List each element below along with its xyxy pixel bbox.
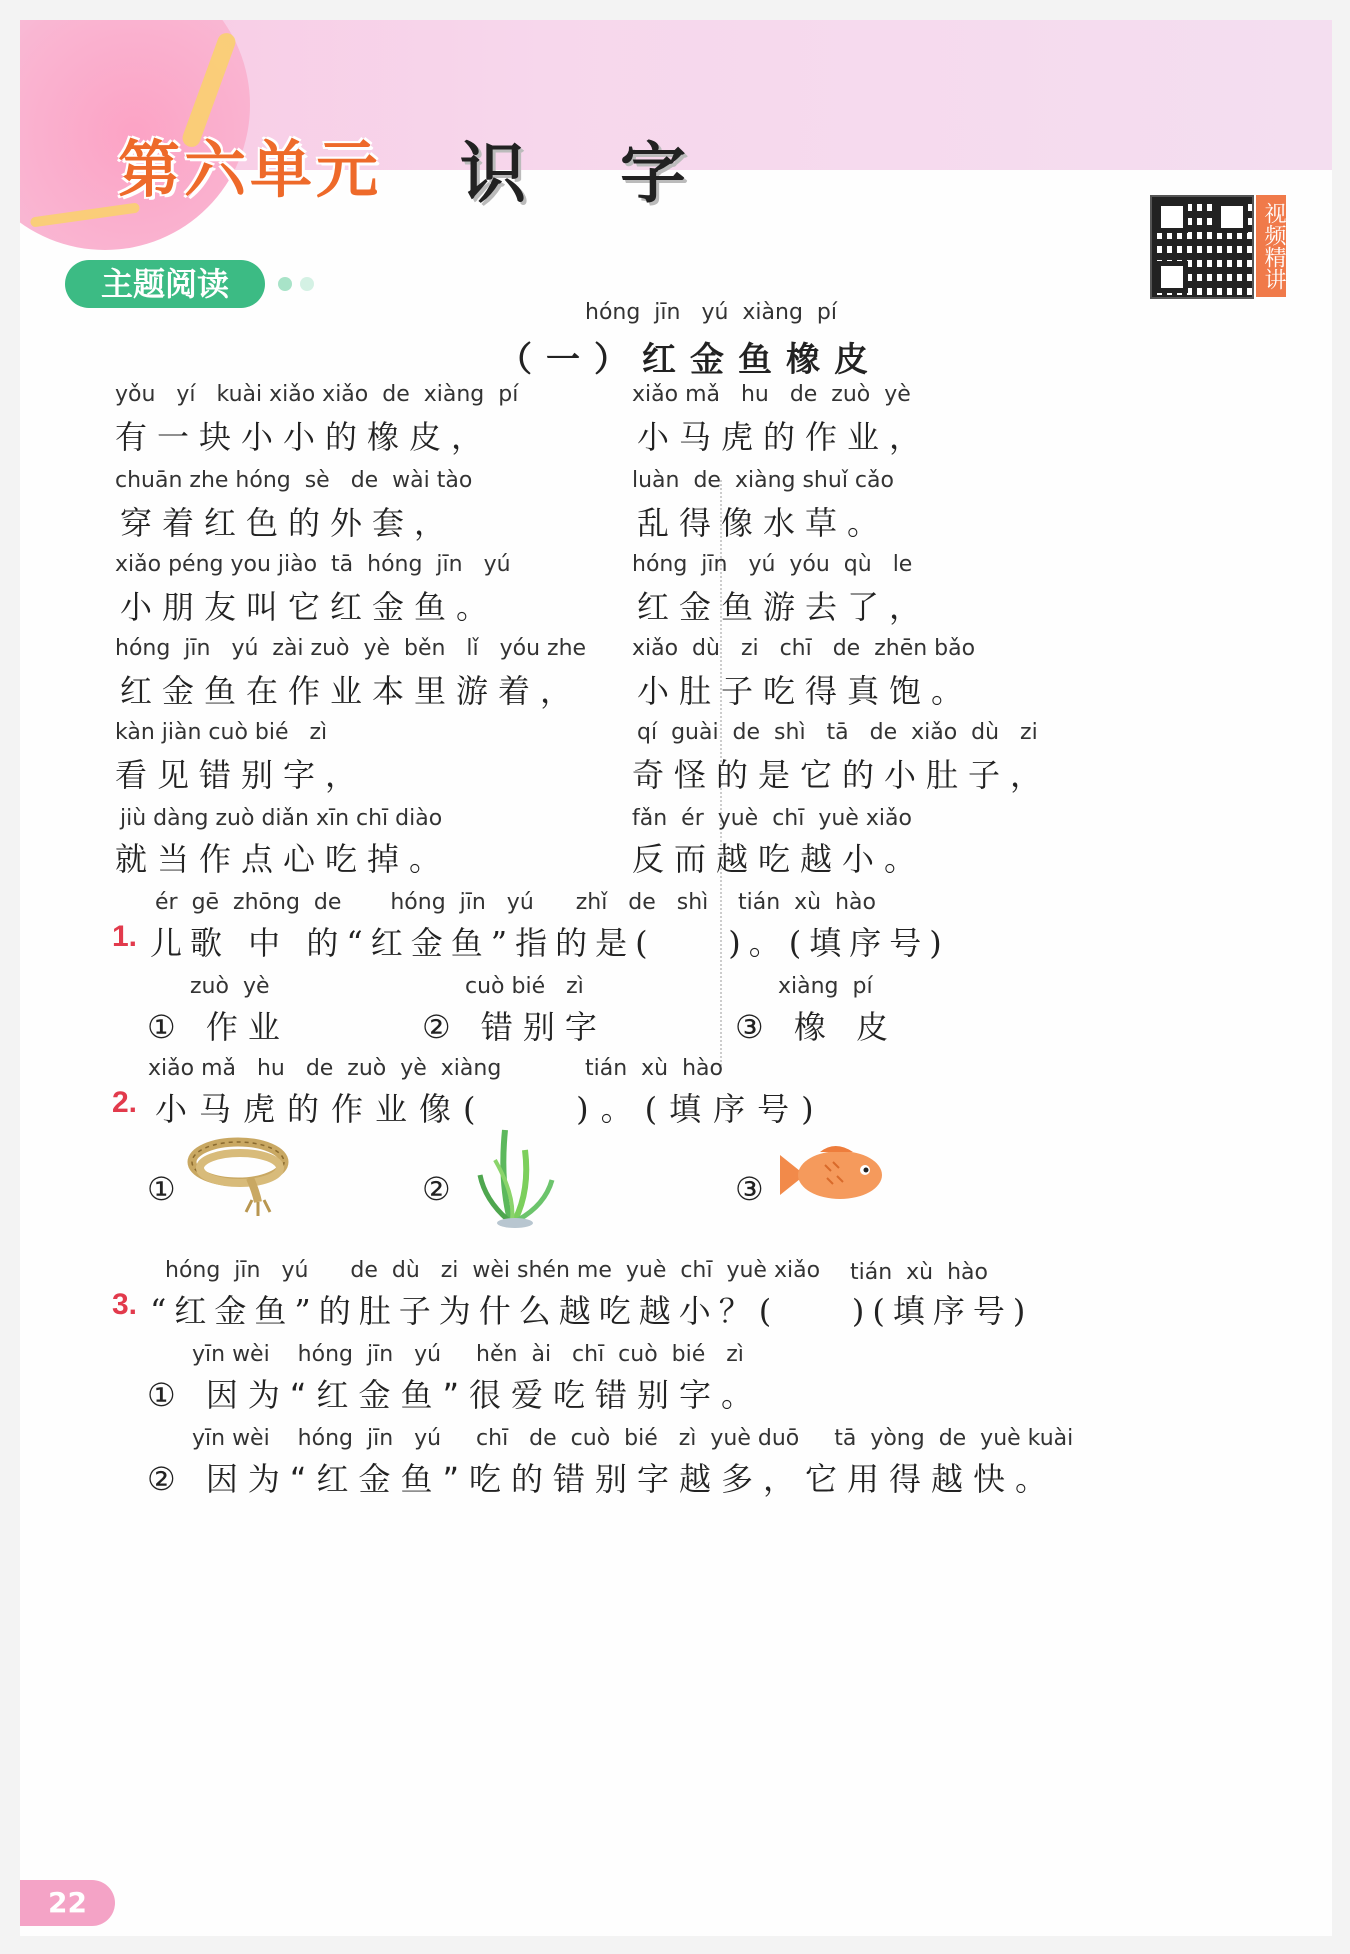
poem-line: 奇怪的是它的小肚子，: [632, 756, 1053, 794]
option-text[interactable]: ① 作业: [147, 1008, 290, 1046]
option-text[interactable]: ③ 橡 皮: [735, 1008, 899, 1046]
question-pinyin-note: tián xù hào: [850, 1260, 988, 1285]
page-number: 22: [20, 1880, 115, 1926]
unit-name-char: 字: [620, 135, 686, 212]
poem-line: 就当作点心吃掉。: [115, 840, 452, 878]
poem-line-pinyin: yǒu yí kuài xiǎo xiǎo de xiàng pí: [115, 382, 519, 407]
option-pinyin: yīn wèi hóng jīn yú chī de cuò bié zì yuè duō tā yòng de yuè kuài: [192, 1426, 1074, 1451]
poem-line-pinyin: hóng jīn yú zài zuò yè běn lǐ yóu zhe: [115, 636, 587, 661]
poem-title-pinyin: hóng jīn yú xiàng pí: [585, 300, 837, 325]
dot-decoration: [300, 277, 314, 291]
poem-line: 红金鱼游去了，: [637, 588, 932, 626]
question-pinyin-note: tián xù hào: [585, 1056, 723, 1081]
poem-line-pinyin: chuān zhe hóng sè de wài tào: [115, 468, 473, 493]
poem-title: （一）红金鱼橡皮: [498, 340, 882, 380]
question-number: 3.: [112, 1288, 138, 1321]
question-text: 儿歌 中 的“红金鱼”指的是( )。(填序号): [150, 924, 950, 962]
question-pinyin: ér gē zhōng de hóng jīn yú zhǐ de shì: [155, 890, 709, 915]
video-lecture-label: 视频精讲: [1256, 195, 1286, 297]
option-label[interactable]: ②: [422, 1170, 461, 1208]
poem-line: 有一块小小的橡皮，: [115, 418, 494, 456]
option-label[interactable]: ①: [147, 1170, 186, 1208]
option-text[interactable]: ① 因为“红金鱼”很爱吃错别字。: [147, 1376, 764, 1414]
poem-line: 穿着红色的外套，: [120, 504, 457, 542]
poem-line: 小朋友叫它红金鱼。: [120, 588, 499, 626]
question-text: “红金鱼”的肚子为什么越吃越小？( )(填序号): [150, 1292, 1034, 1330]
option-pinyin: zuò yè: [190, 974, 270, 999]
option-pinyin: cuò bié zì: [465, 974, 584, 999]
rope-icon[interactable]: [188, 1130, 298, 1220]
qr-code-icon[interactable]: [1150, 195, 1254, 299]
poem-line-pinyin: xiǎo péng you jiào tā hóng jīn yú: [115, 552, 511, 577]
option-label[interactable]: ③: [735, 1170, 774, 1208]
poem-line-pinyin: jiù dàng zuò diǎn xīn chī diào: [120, 806, 443, 831]
poem-line: 看见错别字，: [115, 756, 368, 794]
water-grass-icon[interactable]: [470, 1120, 560, 1230]
poem-line-pinyin: luàn de xiàng shuǐ cǎo: [632, 468, 894, 493]
poem-line-pinyin: kàn jiàn cuò bié zì: [115, 720, 328, 745]
option-pinyin: yīn wèi hóng jīn yú hěn ài chī cuò bié zì: [192, 1342, 744, 1367]
question-number: 2.: [112, 1086, 138, 1119]
question-number: 1.: [112, 920, 138, 953]
textbook-page: [20, 20, 1332, 1936]
poem-line: 红金鱼在作业本里游着，: [120, 672, 583, 710]
question-pinyin-note: tián xù hào: [738, 890, 876, 915]
poem-line-pinyin: xiǎo mǎ hu de zuò yè: [632, 382, 911, 407]
poem-line-pinyin: xiǎo dù zi chī de zhēn bǎo: [632, 636, 976, 661]
unit-title: 第六单元: [118, 133, 383, 206]
question-pinyin: hóng jīn yú de dù zi wèi shén me yuè chī yuè xiǎo: [165, 1258, 821, 1283]
poem-line: 小马虎的作业，: [637, 418, 932, 456]
option-text[interactable]: ② 因为“红金鱼”吃的错别字越多，它用得越快。: [147, 1460, 1058, 1498]
poem-line: 反而越吃越小。: [632, 840, 927, 878]
option-pinyin: xiàng pí: [778, 974, 873, 999]
poem-line: 乱得像水草。: [637, 504, 890, 542]
poem-line-pinyin: fǎn ér yuè chī yuè xiǎo: [632, 806, 912, 831]
dot-decoration: [278, 277, 292, 291]
poem-line: 小肚子吃得真饱。: [637, 672, 974, 710]
question-pinyin: xiǎo mǎ hu de zuò yè xiàng: [148, 1056, 502, 1081]
poem-line-pinyin: hóng jīn yú yóu qù le: [632, 552, 913, 577]
poem-line-pinyin: qí guài de shì tā de xiǎo dù zi: [637, 720, 1038, 745]
fish-icon[interactable]: [775, 1140, 890, 1210]
unit-name-char: 识: [460, 135, 526, 212]
theme-reading-tag: 主题阅读: [65, 260, 265, 308]
option-text[interactable]: ② 错别字: [422, 1008, 607, 1046]
question-text: 小马虎的作业像( )。(填序号): [155, 1090, 826, 1128]
